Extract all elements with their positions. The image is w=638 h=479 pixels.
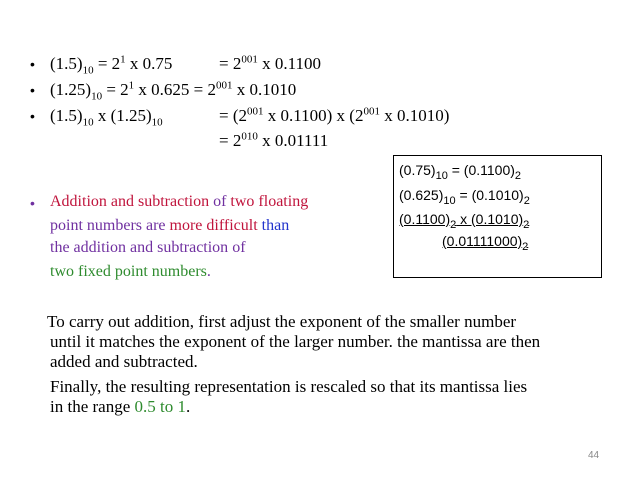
bullet-marker: • xyxy=(30,56,35,72)
bullet-marker: • xyxy=(30,82,35,98)
box-line-3: $(0.1100)_2$ x $(0.1010)_2$ xyxy=(399,211,530,231)
bullet-marker: • xyxy=(30,195,35,211)
bullet-marker: • xyxy=(30,108,35,124)
colored-line-2: point numbers are more difficult than xyxy=(50,217,290,234)
equation-line-1-rhs: = $2^{001}$ x 0.1100 xyxy=(219,53,321,73)
box-line-1: $(0.75)_{10} = (0.1100)_2$ xyxy=(399,162,522,182)
paragraph-line: To carry out addition, first adjust the exponent of the smaller number xyxy=(47,312,517,331)
equation-line-2: $(1.25)_{10} = 2^1$ x $0.625 = 2^{001}$ x 0.1010 xyxy=(50,79,297,103)
equation-line-3-rhs: = ($2^{001}$ x 0.1100) x ($2^{001}$ x 0.1010) xyxy=(219,105,450,125)
colored-line-3: the addition and subtraction of xyxy=(50,239,246,256)
colored-line-4: two fixed point numbers. xyxy=(50,263,211,280)
paragraph-line: until it matches the exponent of the larger number. the mantissa are then xyxy=(50,332,541,351)
paragraph-line: added and subtracted. xyxy=(50,352,198,371)
calculation-box xyxy=(393,155,602,278)
paragraph-line: in the range 0.5 to 1. xyxy=(50,397,191,416)
box-line-4: $(0.01111000)_2$ xyxy=(442,233,529,253)
equation-line-1: $(1.5)_{10} = 2^1$ x 0.75 xyxy=(50,53,173,77)
box-line-2: $(0.625)_{10} = (0.1010)_2$ xyxy=(399,187,530,207)
equation-line-3: $(1.5)_{10}$ x $(1.25)_{10}$ xyxy=(50,106,163,129)
colored-line-1: Addition and subtraction of two floating xyxy=(50,193,309,210)
equation-result: = $2^{010}$ x 0.01111 xyxy=(219,130,329,150)
paragraph-line: Finally, the resulting representation is rescaled so that its mantissa lies xyxy=(50,377,528,396)
page-number: 44 xyxy=(588,450,600,461)
